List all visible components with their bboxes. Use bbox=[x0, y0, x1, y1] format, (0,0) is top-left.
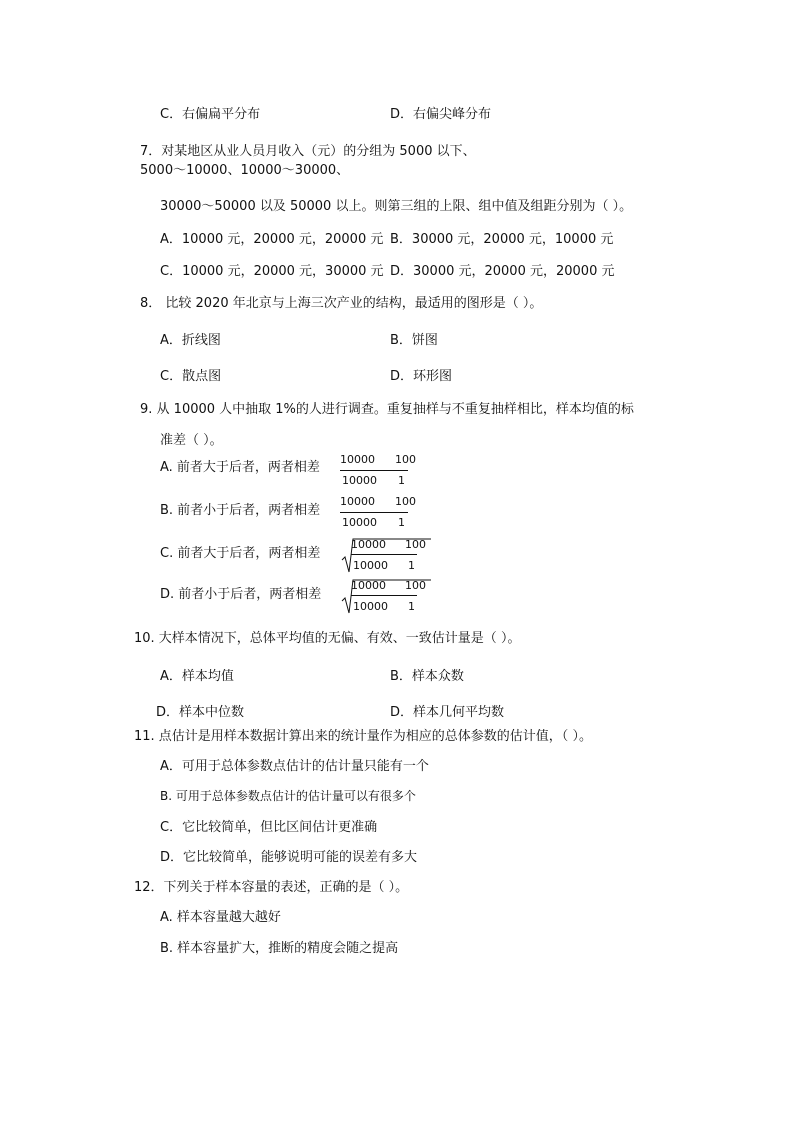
q7-option-c: C．10000 元，20000 元，30000 元 bbox=[160, 264, 384, 279]
q12-option-b: B. 样本容量扩大，推断的精度会随之提高 bbox=[160, 941, 399, 956]
fraction-numerator-left: 10000 bbox=[340, 495, 375, 508]
q9-option-c: C. 前者大于后者，两者相差 bbox=[160, 546, 321, 561]
q11-option-d: D．它比较简单，能够说明可能的误差有多大 bbox=[160, 850, 418, 865]
fraction-bar bbox=[340, 470, 408, 471]
q7-stem-line3: 30000～50000 以及 50000 以上。则第三组的上限、组中值及组距分别为（ ）。 bbox=[160, 199, 633, 214]
q10-option-d: D．样本几何平均数 bbox=[390, 705, 505, 720]
q8-stem: 8． 比较 2020 年北京与上海三次产业的结构，最适用的图形是（ ）。 bbox=[140, 296, 543, 311]
fraction-numerator-right: 100 bbox=[405, 538, 426, 551]
q10-stem: 10. 大样本情况下，总体平均值的无偏、有效、一致估计量是（ ）。 bbox=[134, 631, 521, 646]
q11-option-a: A．可用于总体参数点估计的估计量只能有一个 bbox=[160, 759, 429, 774]
fraction-numerator-right: 100 bbox=[405, 579, 426, 592]
q10-option-a: A．样本均值 bbox=[160, 669, 234, 684]
fraction-denominator-left: 10000 bbox=[353, 600, 388, 613]
q9-option-b: B. 前者小于后者，两者相差 bbox=[160, 503, 321, 518]
fraction-numerator-left: 10000 bbox=[340, 453, 375, 466]
q9-stem-line2: 准差（ ）。 bbox=[160, 433, 223, 448]
fraction-numerator-right: 100 bbox=[395, 453, 416, 466]
fraction-numerator-left: 10000 bbox=[351, 579, 386, 592]
fraction-numerator-right: 100 bbox=[395, 495, 416, 508]
q9-option-a-fraction bbox=[340, 454, 420, 486]
q12-stem: 12．下列关于样本容量的表述，正确的是（ ）。 bbox=[134, 880, 409, 895]
q7-stem-line2: 5000～10000、10000～30000、 bbox=[140, 163, 350, 178]
q11-option-b: B. 可用于总体参数点估计的估计量可以有很多个 bbox=[160, 789, 416, 803]
fraction-bar bbox=[351, 595, 417, 596]
fraction-denominator-right: 1 bbox=[408, 559, 415, 572]
fraction-denominator-right: 1 bbox=[398, 516, 405, 529]
q7-stem-line1: 7．对某地区从业人员月收入（元）的分组为 5000 以下、 bbox=[140, 144, 476, 159]
fraction-denominator-left: 10000 bbox=[353, 559, 388, 572]
q7-option-d: D．30000 元，20000 元，20000 元 bbox=[390, 264, 615, 279]
fraction-numerator-left: 10000 bbox=[351, 538, 386, 551]
q11-stem: 11. 点估计是用样本数据计算出来的统计量作为相应的总体参数的估计值，（ ）。 bbox=[134, 729, 592, 744]
q7-option-a: A．10000 元，20000 元，20000 元 bbox=[160, 232, 384, 247]
fraction-bar bbox=[340, 512, 408, 513]
q7-option-b: B．30000 元，20000 元，10000 元 bbox=[390, 232, 614, 247]
q9-option-c-radical-fraction bbox=[341, 538, 431, 570]
q8-option-b: B．饼图 bbox=[390, 333, 438, 348]
q9-stem-line1: 9. 从 10000 人中抽取 1%的人进行调查。重复抽样与不重复抽样相比，样本均值的标 bbox=[140, 402, 634, 417]
fraction-denominator-right: 1 bbox=[408, 600, 415, 613]
q8-option-a: A．折线图 bbox=[160, 333, 221, 348]
q9-option-b-fraction bbox=[340, 496, 420, 528]
q10-option-c: D．样本中位数 bbox=[156, 705, 245, 720]
q9-option-a: A. 前者大于后者，两者相差 bbox=[160, 460, 320, 475]
q9-option-d-radical-fraction bbox=[341, 579, 431, 611]
q6-option-d: D．右偏尖峰分布 bbox=[390, 107, 492, 122]
q8-option-c: C．散点图 bbox=[160, 369, 222, 384]
fraction-denominator-left: 10000 bbox=[342, 474, 377, 487]
fraction-denominator-right: 1 bbox=[398, 474, 405, 487]
q8-option-d: D．环形图 bbox=[390, 369, 453, 384]
q12-option-a: A. 样本容量越大越好 bbox=[160, 910, 281, 925]
fraction-bar bbox=[351, 554, 417, 555]
q9-option-d: D. 前者小于后者，两者相差 bbox=[160, 587, 322, 602]
q6-option-c: C．右偏扁平分布 bbox=[160, 107, 261, 122]
fraction-denominator-left: 10000 bbox=[342, 516, 377, 529]
q10-option-b: B．样本众数 bbox=[390, 669, 464, 684]
q11-option-c: C．它比较简单，但比区间估计更准确 bbox=[160, 820, 378, 835]
